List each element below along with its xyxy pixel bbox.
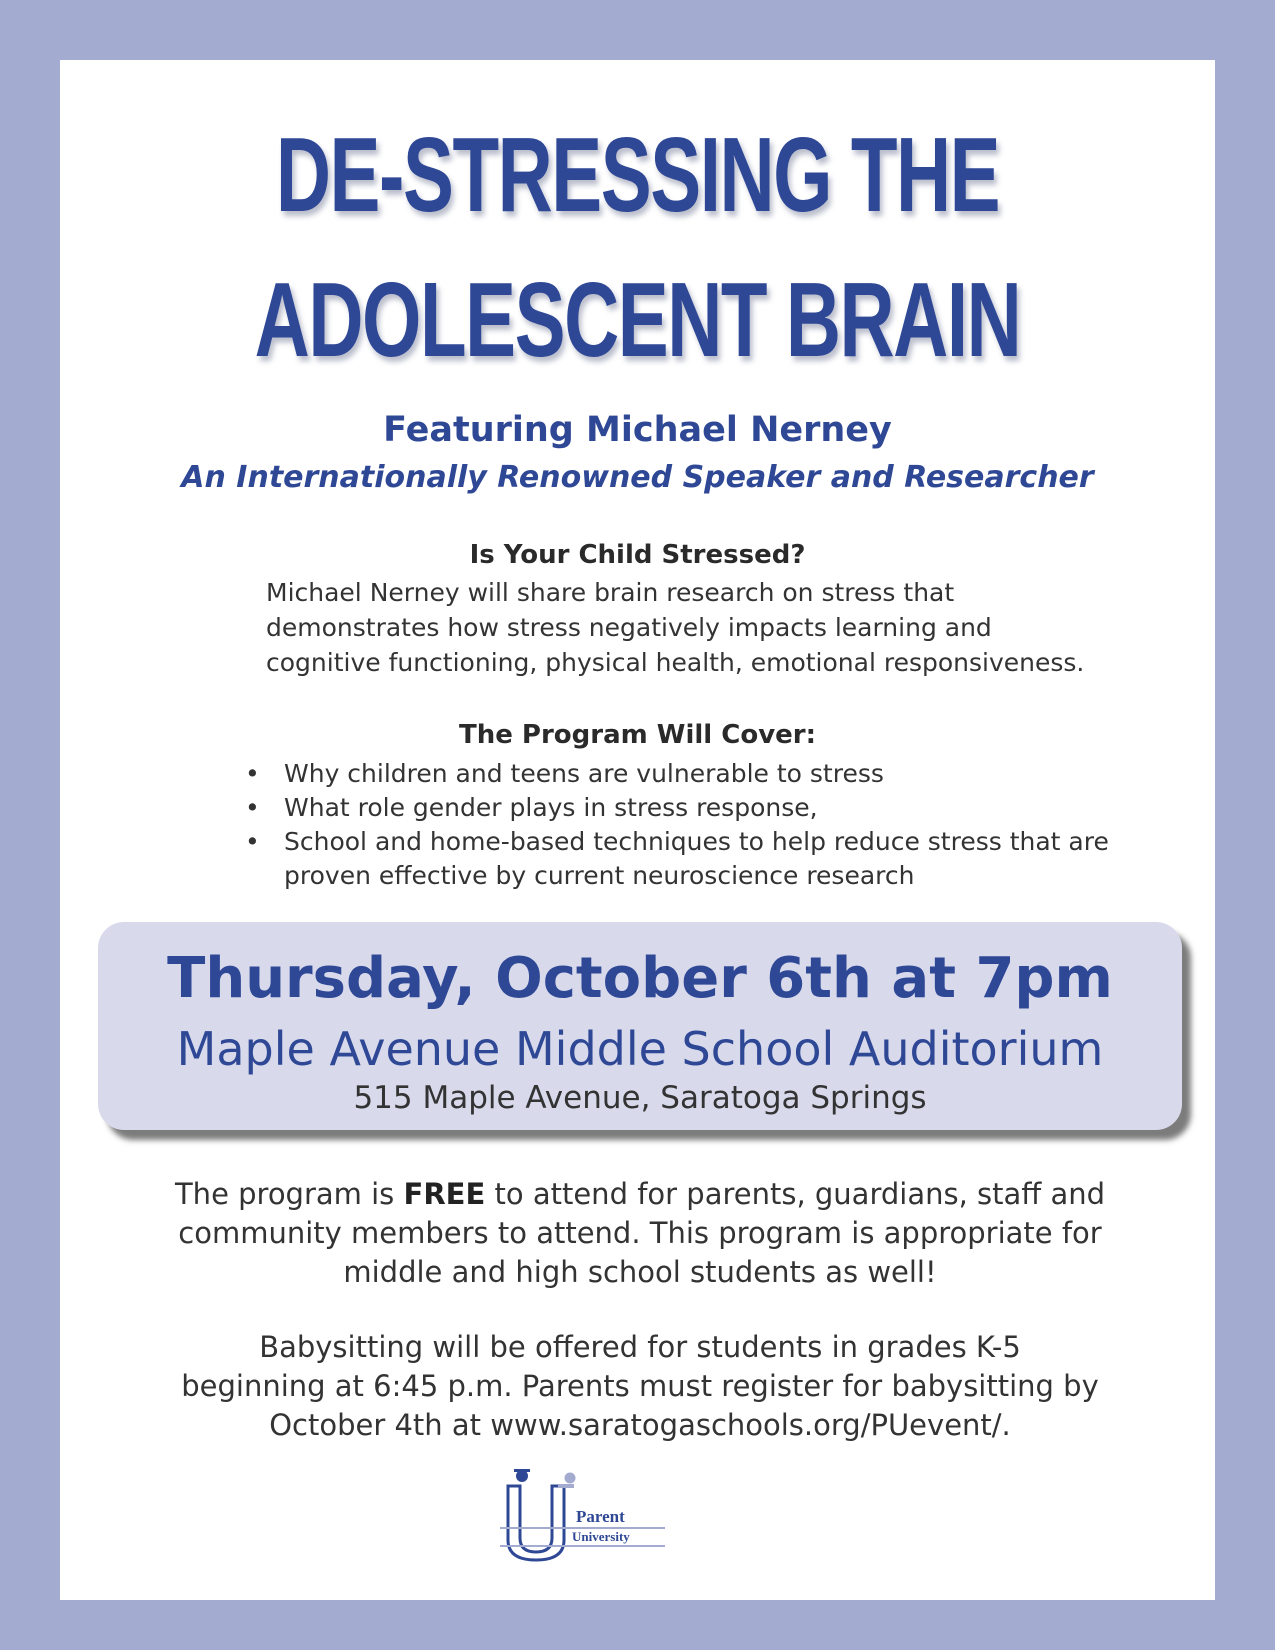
title-line-1: DE-STRESSING THE — [275, 116, 1000, 234]
bullet-icon: • — [245, 827, 260, 856]
list-item-text: Why children and teens are vulnerable to stress — [284, 759, 884, 788]
program-list — [240, 757, 1180, 893]
free-emphasis: FREE — [403, 1177, 486, 1211]
babysitting-line: Babysitting will be offered for students in grades K-5 — [259, 1330, 1021, 1364]
speaker-tagline: An Internationally Renowned Speaker and Researcher — [181, 460, 1094, 495]
featuring-heading: Featuring Michael Nerney — [383, 410, 892, 450]
list-item — [240, 791, 1180, 825]
free-admission-text — [100, 1175, 1180, 1292]
list-item — [240, 757, 1180, 791]
program-heading: The Program Will Cover: — [458, 720, 816, 750]
free-line-2: community members to attend. This program is appropriate for — [178, 1216, 1102, 1250]
babysitting-text — [100, 1328, 1180, 1445]
logo-text-parent: Parent — [576, 1507, 625, 1526]
parent-university-logo — [500, 1468, 680, 1563]
mortarboard-icon — [514, 1469, 530, 1472]
list-item-text: What role gender plays in stress response, — [284, 793, 818, 822]
babysitting-line: beginning at 6:45 p.m. Parents must register for babysitting by — [181, 1369, 1099, 1403]
list-item-text: School and home-based techniques to help reduce stress that are proven effective by current neuroscience research — [284, 827, 1109, 890]
flyer-page — [60, 60, 1215, 1600]
free-pre: The program is — [174, 1177, 404, 1211]
list-item — [240, 825, 1180, 893]
logo-text-university: University — [572, 1529, 630, 1544]
bullet-icon: • — [245, 759, 260, 788]
babysitting-line: October 4th at www.saratogaschools.org/PUevent/. — [269, 1408, 1011, 1442]
event-details-box — [98, 922, 1182, 1130]
bullet-icon: • — [245, 793, 260, 822]
stress-heading: Is Your Child Stressed? — [469, 540, 806, 570]
free-line-3: middle and high school students as well! — [343, 1255, 937, 1289]
free-line-1 — [100, 1175, 1180, 1214]
stress-line: demonstrates how stress negatively impacts learning and — [266, 613, 992, 642]
event-address: 515 Maple Avenue, Saratoga Springs — [353, 1080, 927, 1116]
title-line-2: ADOLESCENT BRAIN — [254, 261, 1021, 379]
event-venue: Maple Avenue Middle School Auditorium — [176, 1022, 1104, 1076]
event-date: Thursday, October 6th at 7pm — [167, 946, 1113, 1011]
figure-head-icon — [565, 1473, 576, 1484]
free-post: to attend for parents, guardians, staff and — [485, 1177, 1106, 1211]
stress-line: cognitive functioning, physical health, emotional responsiveness. — [266, 648, 1085, 677]
stress-description — [266, 575, 1186, 680]
stress-line: Michael Nerney will share brain research on stress that — [266, 578, 955, 607]
